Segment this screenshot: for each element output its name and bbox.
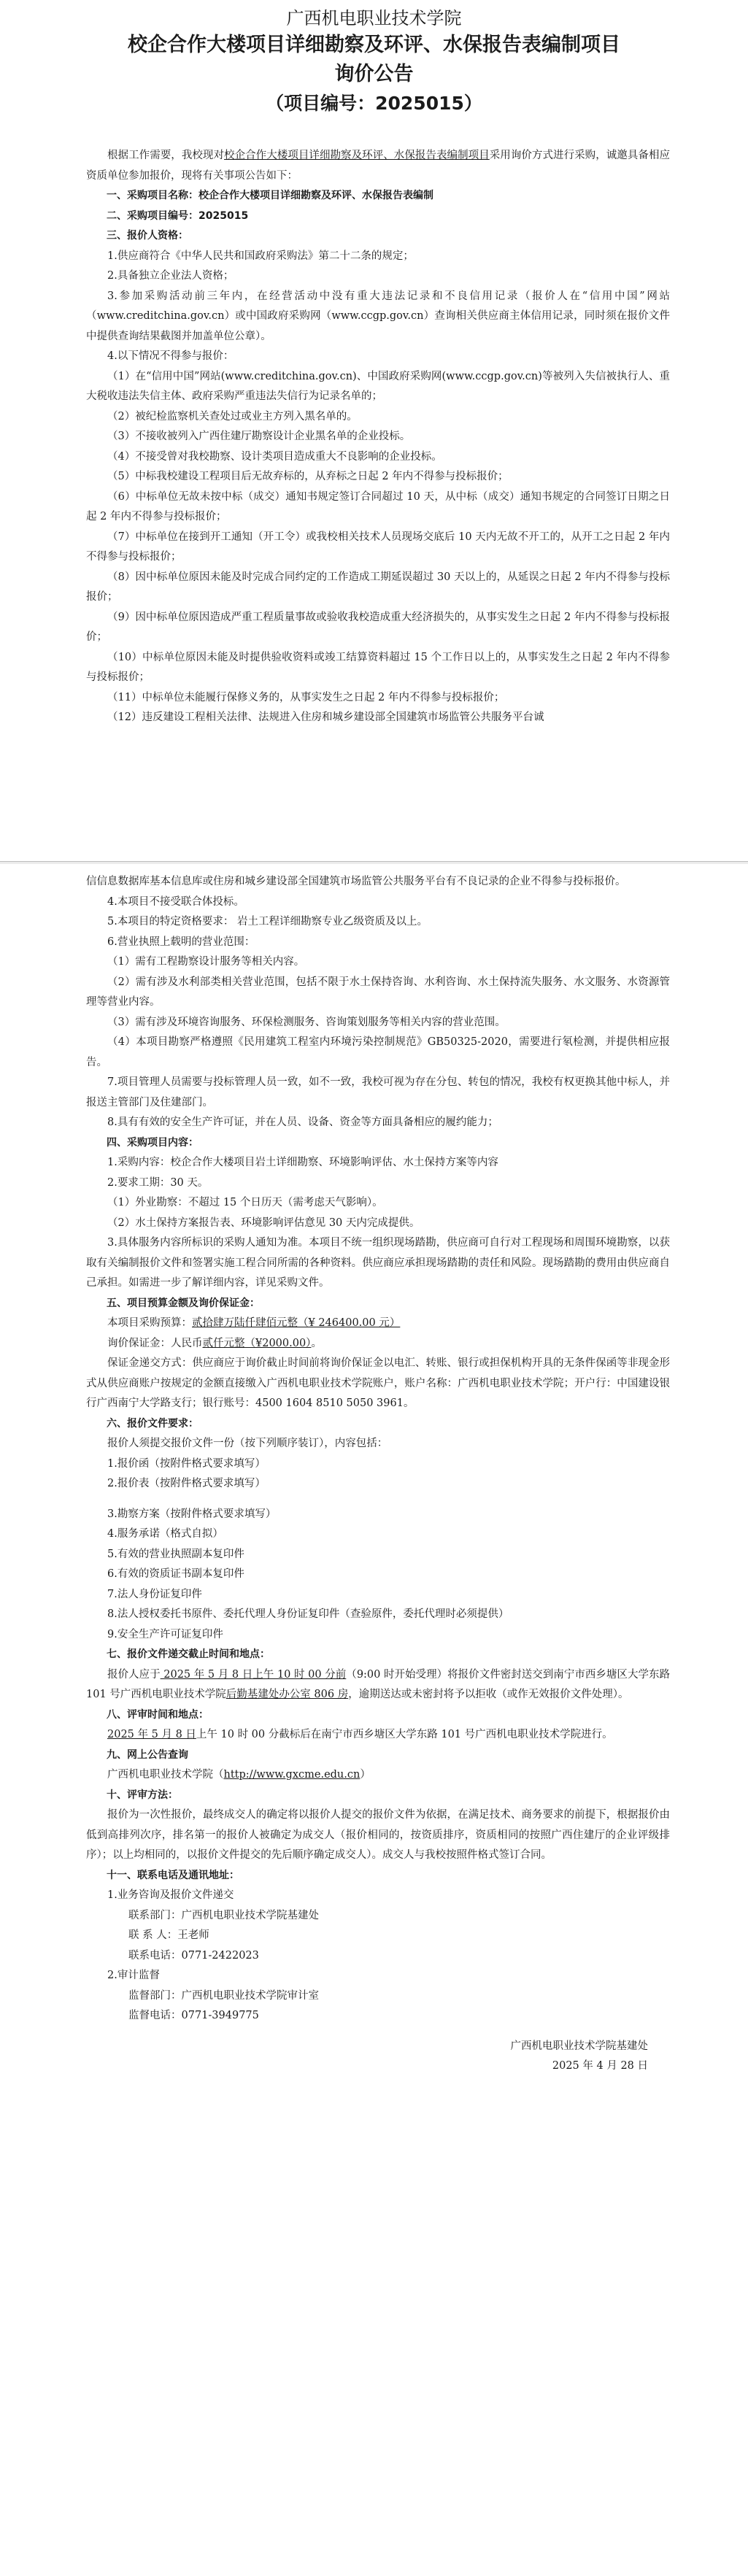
section-5-heading: 五、项目预算金额及询价保证金： [107,1297,260,1309]
qualification-8: 7.项目管理人员需要与投标管理人员一致，如不一致，我校可视为存在分包、转包的情况，我校有权更换其他中标人，并报送主管部门及住建部门。 [86,1076,670,1108]
contact-2-dept: 监督部门：广西机电职业技术学院审计室 [128,1989,319,2002]
exclusion-5: （5）中标我校建设工程项目后无故弃标的，从弃标之日起 2 年内不得参与投标报价； [107,471,509,482]
content-1: 1.采购内容：校企合作大楼项目岩土详细勘察、环境影响评估、水土保持方案等内容 [107,1157,498,1168]
scope-2: （2）需有涉及水利部类相关营业范围，包括不限于水土保持咨询、水利咨询、水土保持流失服务、水文服务、水资源管理等营业内容。 [86,976,670,1008]
section-6-heading: 六、报价文件要求： [107,1417,198,1430]
deposit-line [86,1334,670,1354]
qualification-7: 6.营业执照上载明的营业范围： [107,936,255,948]
deadline-text-a: 报价人应于 [107,1668,161,1681]
contact-1-person: 联 系 人：王老师 [128,1929,209,1941]
website-suffix: ） [360,1769,371,1781]
budget-line [86,1314,670,1334]
qualification-5: 4.本项目不接受联合体投标。 [107,895,244,908]
contact-1-phone: 联系电话：0771-2422023 [128,1949,259,1962]
file-item-2: 2.报价表（按附件格式要求填写） [107,1478,266,1489]
exclusion-11: （11）中标单位未能履行保修义务的，从事实发生之日起 2 年内不得参与投标报价； [107,691,505,703]
deposit-label: 询价保证金：人民币 [107,1337,203,1349]
deadline-room: 后勤基建处办公室 806 房 [225,1689,349,1700]
content-2: 2.要求工期：30 天。 [107,1176,209,1189]
evaluation-method: 报价为一次性报价，最终成交人的确定将以报价人提交的报价文件为依据，在满足技术、商务要求的前提下，根据报价由低到高排列次序，排名第一的报价人被确定为成交人（报价相同的，按资质排序，资质相同的按照广西住建厅的企业评级排序）；以上均相同的，以报价文件提交的先后顺序确定成交人）。成交人与我校按照件格式签订合同。 [86,1809,670,1861]
website-prefix: 广西机电职业技术学院（ [107,1769,224,1781]
file-item-5: 5.有效的营业执照副本复印件 [107,1548,244,1560]
section-11-heading: 十一、联系电话及通讯地址： [107,1869,239,1881]
content-3: 3.具体服务内容所标识的采购人通知为准。本项目不统一组织现场踏勘，供应商可自行对工程现场和周围环境勘察，以获取有关编制报价文件和签署实施工程合同所需的各种资料。供应商应承担现场踏勘的责任和风险。现场踏勘的费用由供应商自己承担。如需进一步了解详细内容，详见采购文件。 [86,1237,670,1289]
notice-header [0,6,748,118]
file-item-8: 8.法人授权委托书原件、委托代理人身份证复印件（查验原件，委托代理时必须提供） [107,1608,509,1620]
qualification-6: 5.本项目的特定资格要求： 岩土工程详细勘察专业乙级资质及以上。 [107,916,428,928]
contact-2-phone: 监督电话：0771-3949775 [128,2010,259,2021]
intro-text-c: 采用询价方式进行采购，诚邀具备相应资质单位参加报价，现将有关事项公告如下： [86,150,671,182]
file-item-4: 4.服务承诺（格式自拟） [107,1528,223,1540]
exclusion-3: （3）不接收被列入广西住建厅勘察设计企业黑名单的企业投标。 [107,431,411,442]
exclusion-12-start: （12）违反建设工程相关法律、法规进入住房和城乡建设部全国建筑市场监管公共服务平台诚 [107,712,544,723]
review-text: 上午 10 时 00 分截标后在南宁市西乡塘区大学东路 101 号广西机电职业技术学院进行。 [196,1729,613,1740]
budget-label: 本项目采购预算： [107,1317,192,1329]
exclusion-2: （2）被纪检监察机关查处过或业主方列入黑名单的。 [107,410,358,423]
exclusion-7: （7）中标单位在接到开工通知（开工令）或我校相关技术人员现场交底后 10 天内无故不开工的，从开工之日起 2 年内不得参与投标报价； [86,531,670,563]
section-1-heading: 一、采购项目名称：校企合作大楼项目详细勘察及环评、水保报告表编制 [107,190,433,201]
section-3-heading: 三、报价人资格： [107,230,188,242]
section-4-heading: 四、采购项目内容： [107,1136,198,1149]
contact-2-title: 2.审计监督 [107,1970,160,1981]
exclusion-4: （4）不接受曾对我校勘察、设计类项目造成重大不良影响的企业投标。 [107,450,442,463]
notice-title-line1: 校企合作大楼项目详细勘察及环评、水保报告表编制项目 [128,34,620,56]
file-item-3: 3.勘察方案（按附件格式要求填写） [107,1508,277,1520]
exclusion-6: （6）中标单位无故未按中标（成交）通知书规定签订合同超过 10 天，从中标（成交）通知书规定的合同签订日期之日起 2 年内不得参与投标报价； [86,490,670,522]
deadline-text-c: （9:00 时开始受理）将报价文件密封送交到南宁市西乡塘区大学东路 101 号广西机电职业技术学院 [86,1668,670,1700]
scope-4: （4）本项目勘察严格遵照《民用建筑工程室内环境污染控制规范》GB50325-2020，需要进行氡检测，并提供相应报告。 [86,1036,670,1068]
qualification-9: 8.具有有效的安全生产许可证，并在人员、设备、资金等方面具备相应的履约能力； [107,1117,498,1128]
section-8-heading: 八、评审时间和地点： [107,1708,209,1721]
intro-paragraph [86,146,670,186]
section-10-heading: 十、评审方法： [107,1789,178,1801]
notice-body-part2 [86,872,670,2077]
file-item-7: 7.法人身份证复印件 [107,1588,202,1600]
deposit-method: 保证金递交方式：供应商应于询价截止时间前将询价保证金以电汇、转账、银行或担保机构开具的无条件保函等非现金形式从供应商账户按规定的金额直接缴入广西机电职业技术学院账户，账户名称：广西机电职业技术学院；开户行：中国建设银行广西南宁大学路支行；银行账号：4500 1604 8510 5050 3961。 [86,1357,670,1409]
contact-1-title: 1.业务咨询及报价文件递交 [107,1889,234,1901]
exclusion-12-end: 信信息数据库基本信息库或住房和城乡建设部全国建筑市场监管公共服务平台有不良记录的企业不得参与投标报价。 [86,876,626,887]
page-break [0,861,748,864]
content-2-2: （2）水土保持方案报告表、环境影响评估意见 30 天内完成提供。 [107,1216,420,1229]
page-break-gap [86,1495,670,1505]
signature-gap [86,2027,670,2037]
qualification-1: 1.供应商符合《中华人民共和国政府采购法》第二十二条的规定； [107,250,414,262]
exclusion-1: （1）在“信用中国”网站(www.creditchina.gov.cn)、中国政府采购网(www.ccgp.gov.cn)等被列入失信被执行人、重大税收违法失信主体、政府采购严重违法失信行为记录名单的； [86,370,670,402]
project-number: （项目编号：2025015） [266,93,482,114]
intro-text-a: 根据工作需要，我校现对 [107,150,225,161]
file-item-6: 6.有效的资质证书副本复印件 [107,1568,244,1580]
signature-date: 2025 年 4 月 28 日 [552,2060,648,2072]
deadline-paragraph [86,1665,670,1705]
scope-1: （1）需有工程勘察设计服务等相关内容。 [107,956,305,968]
deposit-amount: 贰仟元整（¥2000.00） [202,1337,312,1349]
section-7-heading: 七、报价文件递交截止时间和地点： [107,1648,270,1660]
signature-org: 广西机电职业技术学院基建处 [510,2040,648,2052]
content-2-1: （1）外业勘察：不超过 15 个日历天（需考虑天气影响）。 [107,1197,383,1208]
contact-1-dept: 联系部门：广西机电职业技术学院基建处 [128,1909,319,1921]
school-name: 广西机电职业技术学院 [286,8,462,28]
exclusion-8: （8）因中标单位原因未能及时完成合同约定的工作造成工期延误超过 30 天以上的，从延误之日起 2 年内不得参与投标报价； [86,571,670,603]
section-9-heading: 九、网上公告查询 [107,1748,188,1761]
qualification-3: 3.参加采购活动前三年内，在经营活动中没有重大违法记录和不良信用记录（报价人在“信用中国”网站（www.creditchina.gov.cn）或中国政府采购网（www.ccgp.gov.cn）查询相关供应商主体信用记录，同时须在报价文件中提供查询结果截图并加盖单位公章）。 [86,290,670,342]
exclusion-10: （10）中标单位原因未能及时提供验收资料或竣工结算资料超过 15 个工作日以上的，从事实发生之日起 2 年内不得参与投标报价； [86,651,670,683]
website-link[interactable]: http://www.gxcme.edu.cn [223,1769,360,1781]
file-item-1: 1.报价函（按附件格式要求填写） [107,1457,266,1470]
website-line [86,1765,670,1786]
file-intro: 报价人须提交报价文件一份（按下列顺序装订），内容包括： [107,1438,388,1449]
section-2-heading: 二、采购项目编号：2025015 [107,209,249,222]
review-date: 2025 年 5 月 8 日 [107,1729,196,1740]
review-paragraph [86,1725,670,1746]
budget-amount: 贰拾肆万陆仟肆佰元整（¥ 246400.00 元） [192,1317,401,1329]
scope-3: （3）需有涉及环境咨询服务、环保检测服务、咨询策划服务等相关内容的营业范围。 [107,1016,506,1028]
notice-title-line2: 询价公告 [334,63,414,85]
qualification-2: 2.具备独立企业法人资格； [107,270,234,282]
file-item-9: 9.安全生产许可证复印件 [107,1628,223,1640]
qualification-4: 4.以下情况不得参与报价： [107,350,234,362]
intro-project-name: 校企合作大楼项目详细勘察及环评、水保报告表编制项目 [224,150,490,161]
deadline-time: 2025 年 5 月 8 日上午 10 时 00 分前 [160,1668,347,1681]
deadline-text-f: ，逾期送达或未密封将予以拒收（或作无效报价文件处理）。 [348,1689,629,1700]
exclusion-9: （9）因中标单位原因造成严重工程质量事故或验收我校造成重大经济损失的，从事实发生之日起 2 年内不得参与投标报价； [86,611,670,643]
deposit-end: 。 [311,1337,322,1349]
notice-body-part1 [86,146,670,728]
